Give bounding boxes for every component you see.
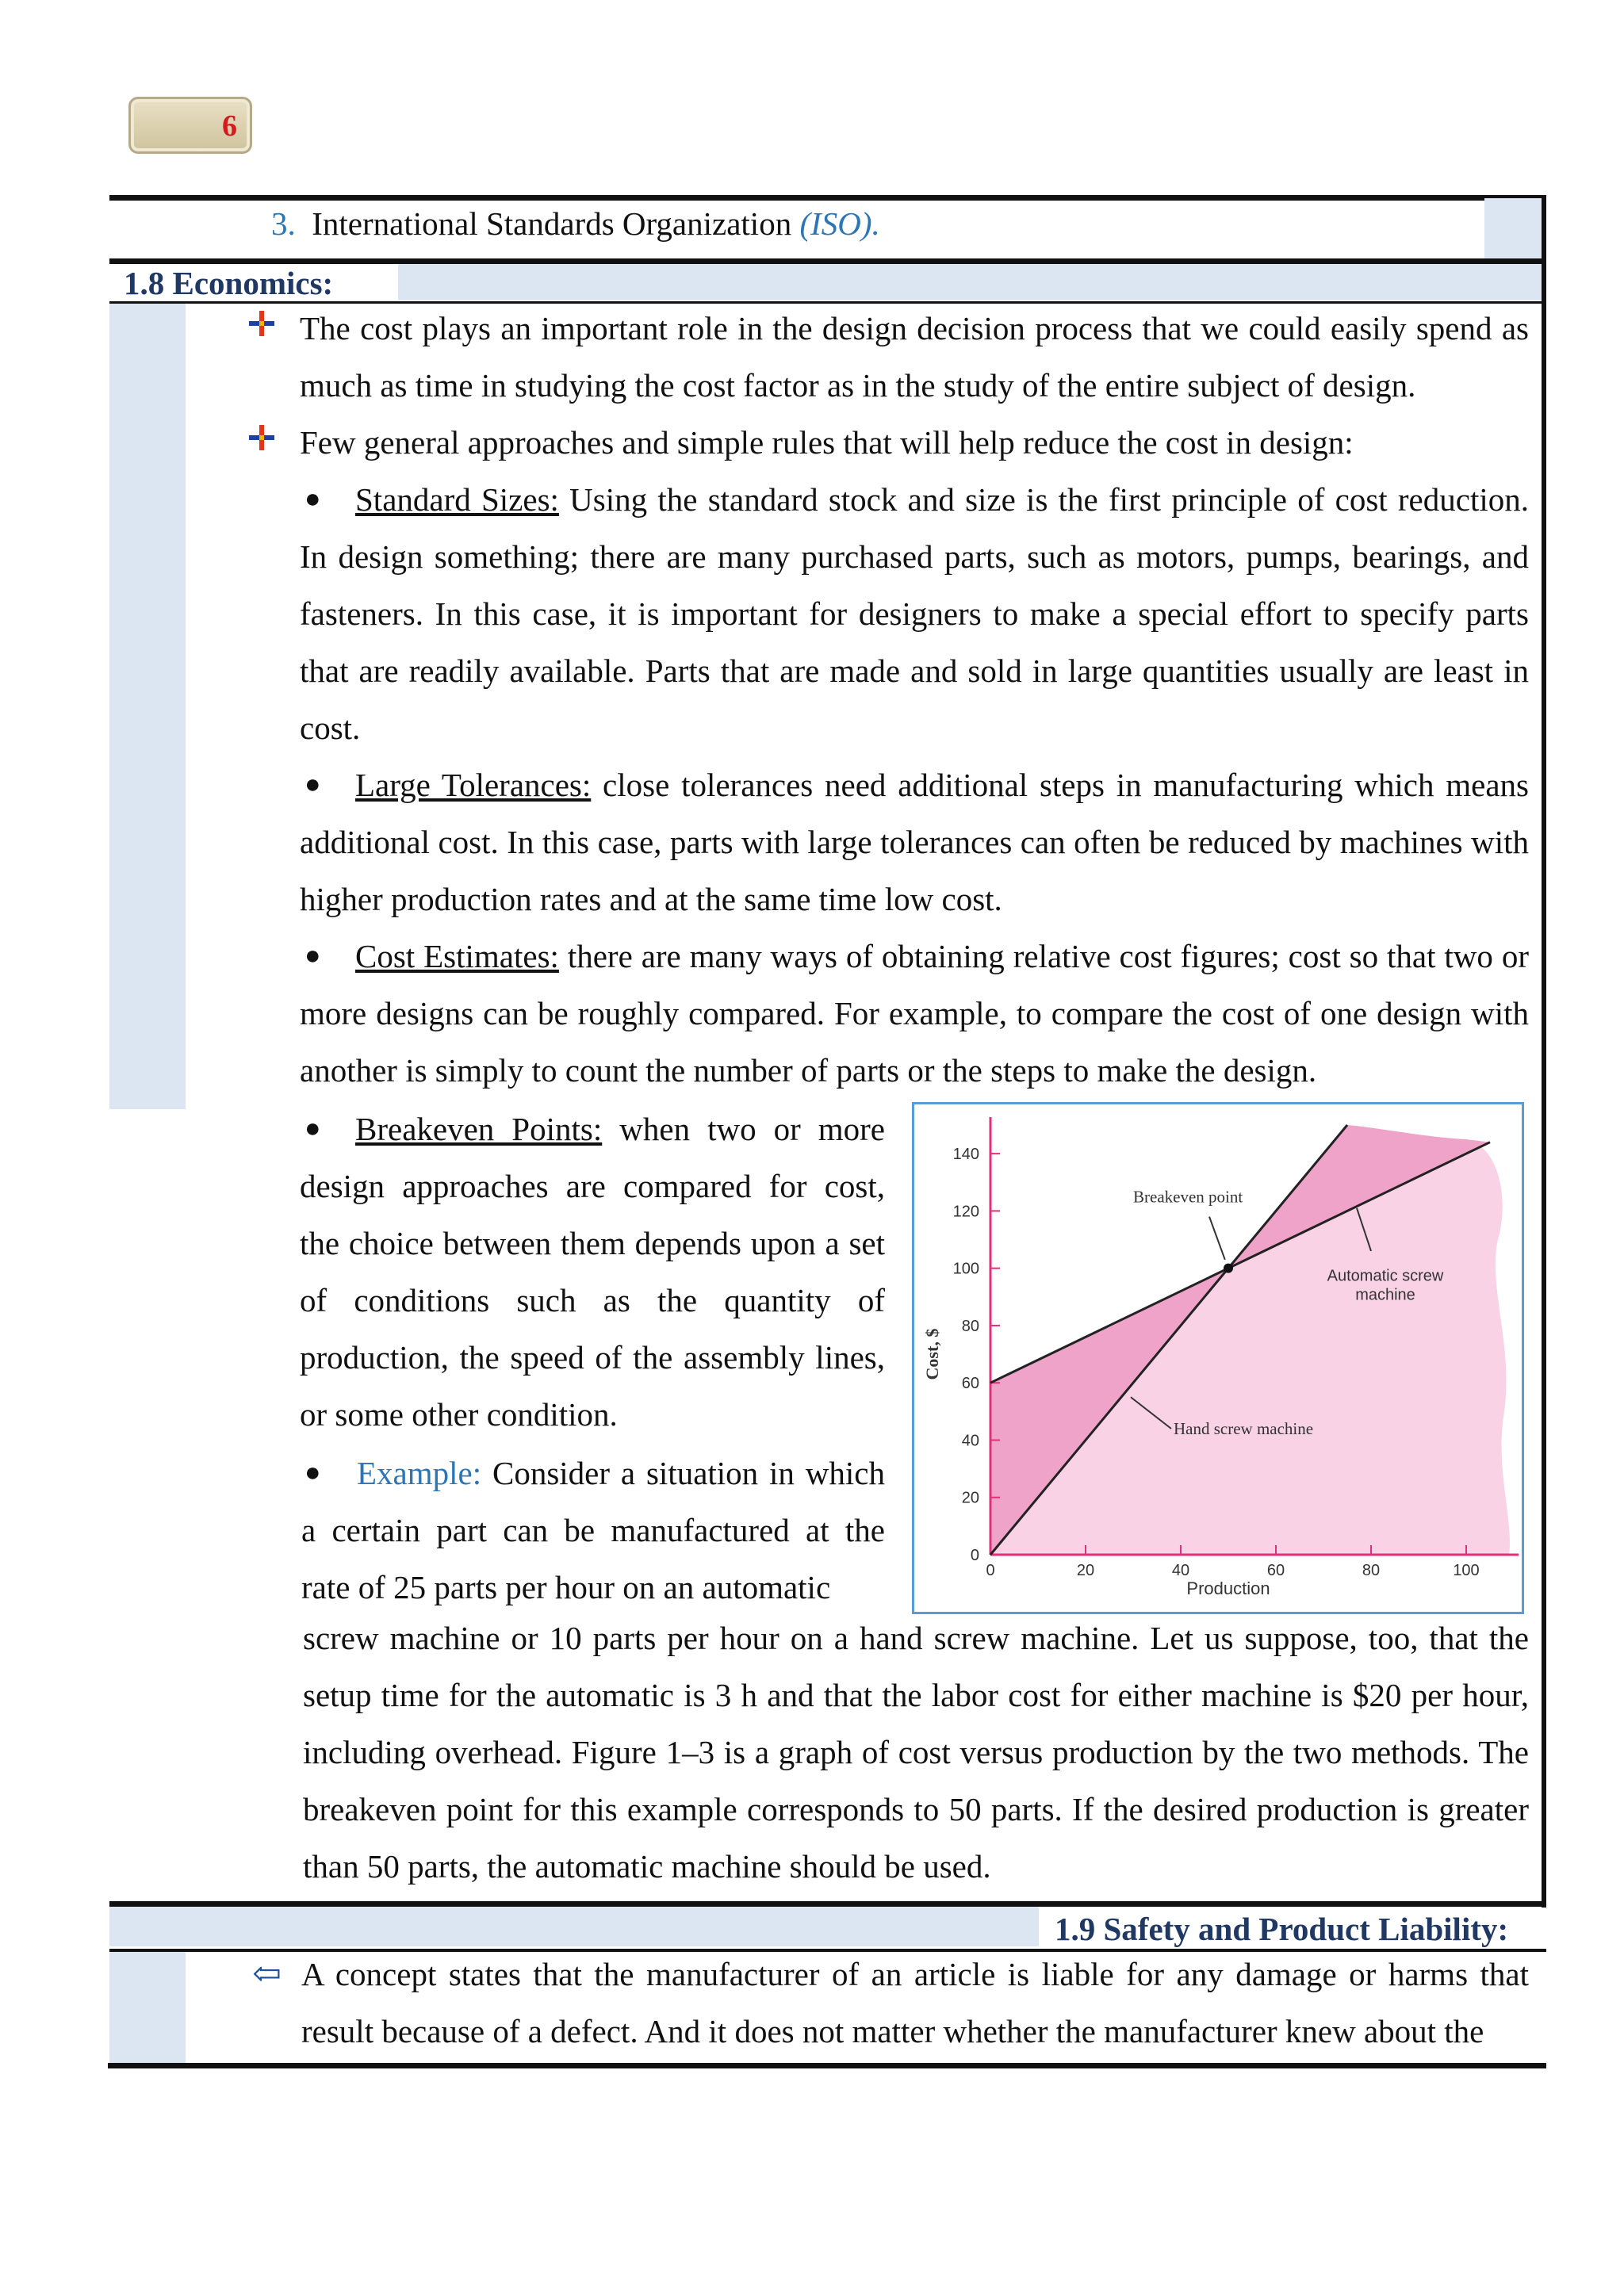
cost-estimates-title: Cost Estimates:	[355, 938, 559, 974]
page-right-border	[1542, 258, 1546, 1908]
section-heading-safety: 1.9 Safety and Product Liability:	[1055, 1911, 1509, 1947]
bullet-dot: ●	[304, 1458, 321, 1487]
y-tick-label: 60	[961, 1375, 979, 1393]
list-text: International Standards Organization	[312, 205, 800, 242]
example-paragraph-wide: screw machine or 10 parts per hour on a hand screw machine. Let us suppose, too, that the setup time for the automatic is 3 h and that the labor cost for either machine is $20 per hour, including overhead. Figure 1–3 is a graph of cost versus production by the two methods. The breakeven point for this example corresponds to 50 parts. If the desired production is greater than 50 parts, the automatic machine should be used.	[303, 1620, 1529, 1885]
cost-estimates-paragraph	[300, 928, 1529, 1099]
breakeven-figure	[912, 1102, 1524, 1614]
safety-paragraph: A concept states that the manufacturer of an article is liable for any damage or harms that result because of a defect. And it does not matter whether the manufacturer knew about the	[301, 1956, 1529, 2049]
x-tick-label: 0	[986, 1562, 995, 1579]
left-band-19	[109, 1952, 186, 2064]
x-tick-label: 40	[1171, 1562, 1190, 1579]
y-tick-label: 120	[952, 1203, 979, 1221]
annotation-breakeven-point: Breakeven point	[1133, 1187, 1243, 1207]
bullet-dot: ●	[304, 770, 321, 799]
large-tolerances-paragraph	[300, 756, 1529, 928]
breakeven-chart	[914, 1104, 1522, 1612]
left-band	[109, 304, 186, 1109]
y-tick-label: 0	[970, 1547, 979, 1564]
y-tick-label: 140	[952, 1146, 979, 1164]
annotation-hand-screw: Hand screw machine	[1174, 1419, 1314, 1439]
box-right-border	[1542, 195, 1546, 266]
heading-band	[398, 264, 1542, 300]
large-tolerances-text: close tolerances need additional steps in manufacturing which means additional cost. In this case, parts with large tolerances can often be reduced by machines with higher production rates and at the same time low cost.	[300, 767, 1529, 917]
annotation-automatic-screw-line1: Automatic screw	[1327, 1267, 1444, 1285]
standard-sizes-title: Standard Sizes:	[355, 481, 559, 518]
section-19-top-rule	[109, 1901, 1546, 1907]
example-text-narrow: Consider a situation in which a certain part can be manufactured at the rate of 25 parts per hour on an automatic	[301, 1455, 885, 1605]
example-title: Example:	[357, 1455, 482, 1491]
standard-sizes-text: Using the standard stock and size is the first principle of cost reduction. In design something; there are many purchased parts, such as motors, pumps, bearings, and fasteners. In this case, it is important for designers to make a special effort to specify parts that are readily available. Parts that are made and sold in large quantities usually are least in cost.	[300, 481, 1529, 746]
page-number: 6	[222, 109, 237, 143]
example-paragraph-narrow	[301, 1445, 885, 1616]
heading-19-band	[109, 1907, 1039, 1946]
x-axis-label: Production	[1186, 1578, 1270, 1598]
x-tick-label: 60	[1266, 1562, 1285, 1579]
y-tick-label: 80	[961, 1317, 979, 1335]
x-tick-label: 20	[1076, 1562, 1095, 1579]
list-abbr: (ISO).	[799, 205, 880, 242]
y-tick-label: 100	[952, 1260, 979, 1278]
x-tick-label: 100	[1453, 1562, 1480, 1579]
bullet-dot: ●	[304, 484, 321, 514]
breakeven-title: Breakeven Points:	[355, 1111, 603, 1147]
breakeven-point-marker	[1224, 1264, 1233, 1273]
cost-region-light	[990, 1125, 1510, 1555]
breakeven-text: when two or more design approaches are compared for cost, the choice between them depends upon a set of conditions such as the quantity of production, the speed of the assembly lines, or some other condition.	[300, 1111, 886, 1433]
standard-sizes-paragraph	[300, 471, 1529, 756]
bullet-text-approaches: Few general approaches and simple rules that will help reduce the cost in design:	[300, 424, 1354, 461]
section-heading-economics: 1.8 Economics:	[124, 265, 334, 301]
y-axis-label: Cost, $	[922, 1328, 942, 1380]
annotation-automatic-screw-line2: machine	[1355, 1286, 1415, 1304]
cost-estimates-text: there are many ways of obtaining relative cost figures; cost so that two or more designs can be roughly compared. For example, to compare the cost of one design with another is simply to count the number of parts or the steps to make the design.	[300, 938, 1529, 1089]
list-number: 3.	[271, 205, 296, 242]
y-tick-label: 20	[961, 1489, 979, 1507]
breakeven-paragraph	[300, 1100, 885, 1443]
right-band	[1484, 198, 1542, 262]
bullet-dot: ●	[304, 941, 321, 970]
annotation-arrow-breakeven	[1209, 1217, 1225, 1260]
list-item-iso	[271, 195, 880, 252]
y-tick-label: 40	[961, 1432, 979, 1450]
large-tolerances-title: Large Tolerances:	[355, 767, 592, 803]
x-tick-label: 80	[1362, 1562, 1381, 1579]
bullet-text-cost-role: The cost plays an important role in the design decision process that we could easily spend as much as time in studying the cost factor as in the study of the entire subject of design.	[300, 310, 1529, 404]
cross-bullet-icon	[247, 309, 276, 342]
bullet-dot: ●	[304, 1114, 321, 1143]
cross-bullet-icon	[247, 423, 276, 456]
page-bottom-rule	[108, 2063, 1546, 2068]
page-number-badge	[128, 97, 252, 154]
arrow-left-icon: ⇦	[252, 1954, 282, 1993]
